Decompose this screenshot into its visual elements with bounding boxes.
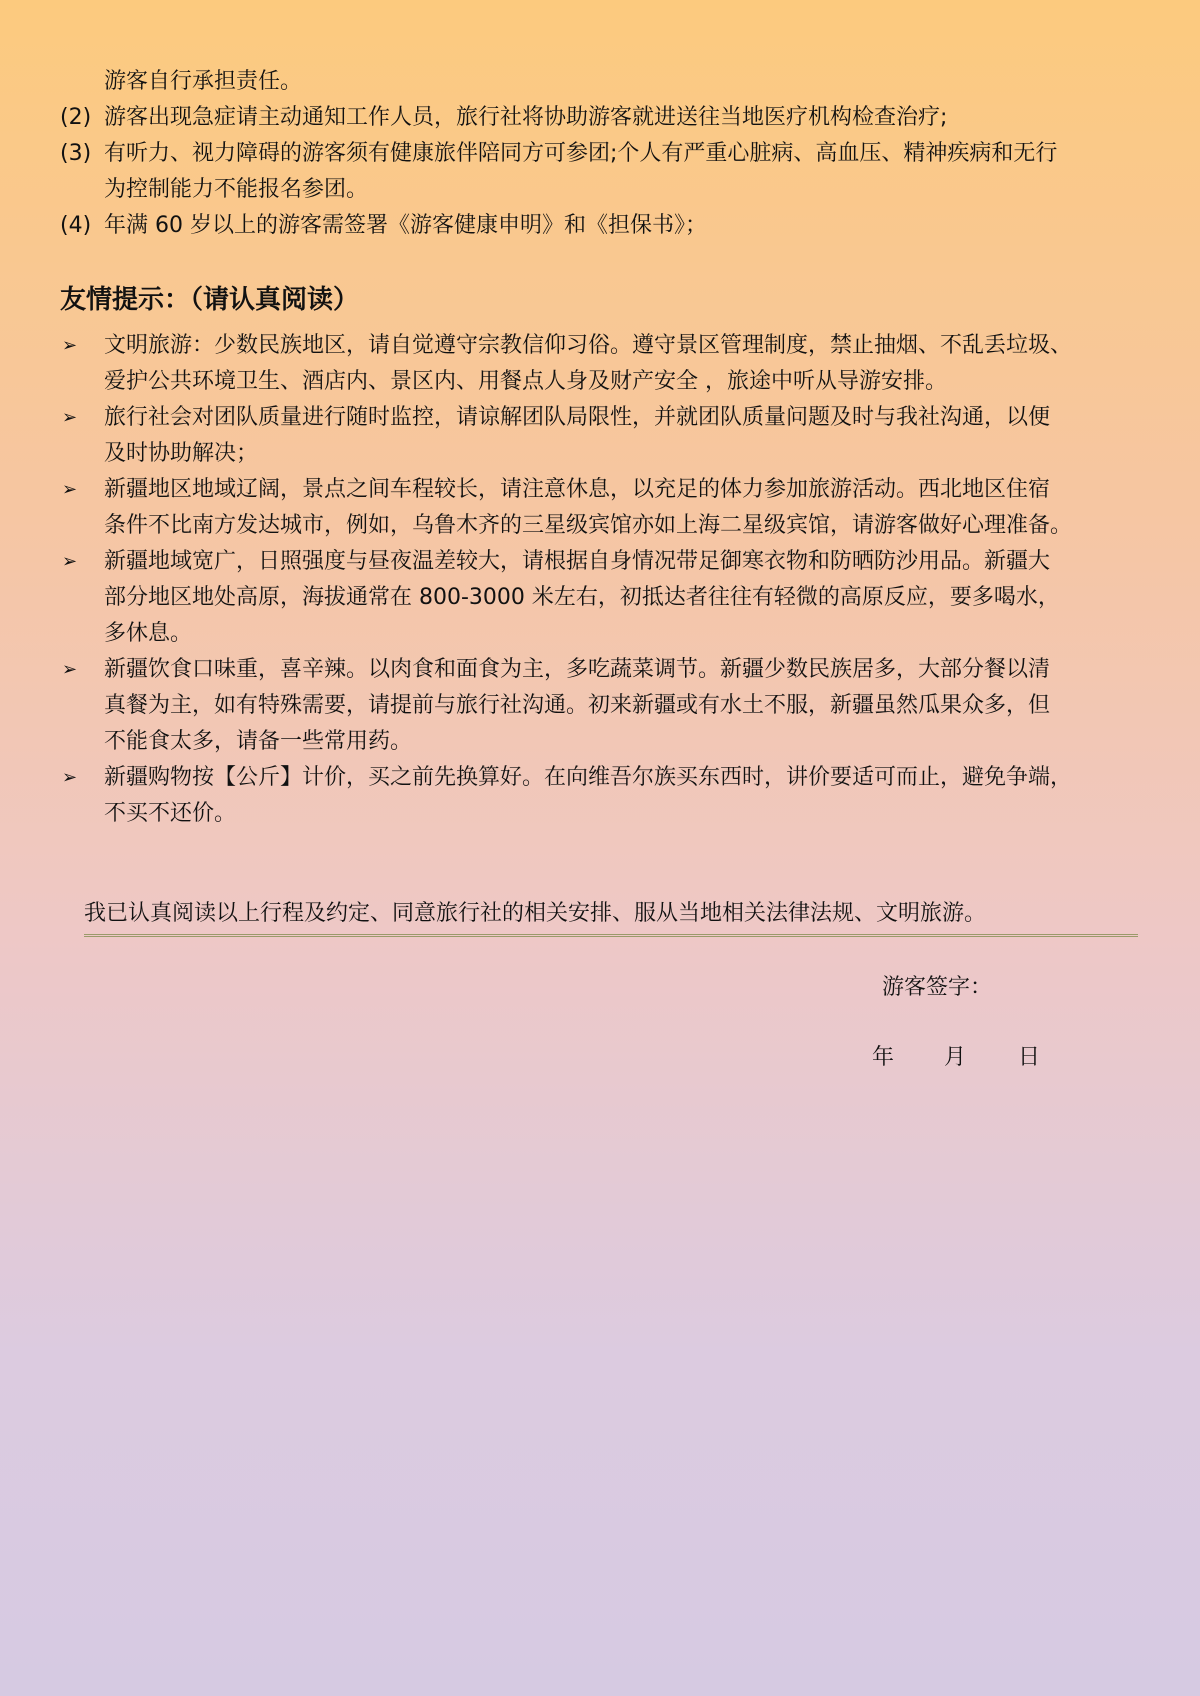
date-day-label: 日 (1018, 1045, 1041, 1070)
tip-3-line-2: 条件不比南方发达城市，例如，乌鲁木齐的三星级宾馆亦如上海二星级宾馆，请游客做好心理准备。 (104, 513, 1073, 538)
tip-5-line-2: 真餐为主，如有特殊需要，请提前与旅行社沟通。初来新疆或有水土不服，新疆虽然瓜果众多，但 (104, 693, 1051, 718)
tip-4-line-3: 多休息。 (104, 621, 193, 646)
tip-6-line-2: 不买不还价。 (104, 801, 237, 826)
tip-3-line-1: 新疆地区地域辽阔，景点之间车程较长，请注意休息，以充足的体力参加旅游活动。西北地区住宿 (104, 477, 1051, 502)
tip-4-line-1: 新疆地域宽广，日照强度与昼夜温差较大，请根据自身情况带足御寒衣物和防晒防沙用品。新疆大 (104, 549, 1051, 574)
tip-1-line-2: 爱护公共环境卫生、酒店内、景区内、用餐点人身及财产安全 ，旅途中听从导游安排。 (104, 369, 947, 394)
note-4-marker: (4) (60, 213, 92, 238)
note-2-text: 游客出现急症请主动通知工作人员，旅行社将协助游客就进送往当地医疗机构检查治疗; (104, 105, 948, 130)
bullet-arrow-icon: ➢ (62, 335, 78, 356)
agreement-statement: 我已认真阅读以上行程及约定、同意旅行社的相关安排、服从当地相关法律法规、文明旅游。 (84, 896, 1138, 937)
signature-label: 游客签字： (882, 975, 993, 1000)
tip-4-line-2: 部分地区地处高原，海拔通常在 800-3000 米左右，初抵达者往往有轻微的高原反应，要多喝水， (104, 585, 1060, 610)
note-4-text: 年满 60 岁以上的游客需签署《游客健康申明》和《担保书》； (104, 213, 707, 238)
note-3-marker: (3) (60, 141, 92, 166)
bullet-arrow-icon: ➢ (62, 479, 78, 500)
tip-6-line-1: 新疆购物按【公斤】计价，买之前先换算好。在向维吾尔族买东西时，讲价要适可而止，避免争端， (104, 765, 1073, 790)
date-year-label: 年 (872, 1045, 895, 1070)
tip-2-line-2: 及时协助解决； (104, 441, 259, 466)
bullet-arrow-icon: ➢ (62, 767, 78, 788)
note-1-continuation: 游客自行承担责任。 (104, 69, 303, 94)
note-3-text-line-1: 有听力、视力障碍的游客须有健康旅伴陪同方可参团;个人有严重心脏病、高血压、精神疾病和无行 (104, 141, 1058, 166)
tip-2-line-1: 旅行社会对团队质量进行随时监控，请谅解团队局限性，并就团队质量问题及时与我社沟通，以便 (104, 405, 1051, 430)
tip-1-line-1: 文明旅游：少数民族地区，请自觉遵守宗教信仰习俗。遵守景区管理制度，禁止抽烟、不乱丢垃圾、 (104, 333, 1073, 358)
tip-5-line-1: 新疆饮食口味重，喜辛辣。以肉食和面食为主，多吃蔬菜调节。新疆少数民族居多，大部分餐以清 (104, 657, 1051, 682)
bullet-arrow-icon: ➢ (62, 407, 78, 428)
date-month-label: 月 (944, 1045, 967, 1070)
tip-5-line-3: 不能食太多，请备一些常用药。 (104, 729, 413, 754)
bullet-arrow-icon: ➢ (62, 659, 78, 680)
tips-heading: 友情提示：（请认真阅读） (60, 285, 360, 315)
note-2-marker: (2) (60, 105, 92, 130)
note-3-text-line-2: 为控制能力不能报名参团。 (104, 177, 369, 202)
bullet-arrow-icon: ➢ (62, 551, 78, 572)
